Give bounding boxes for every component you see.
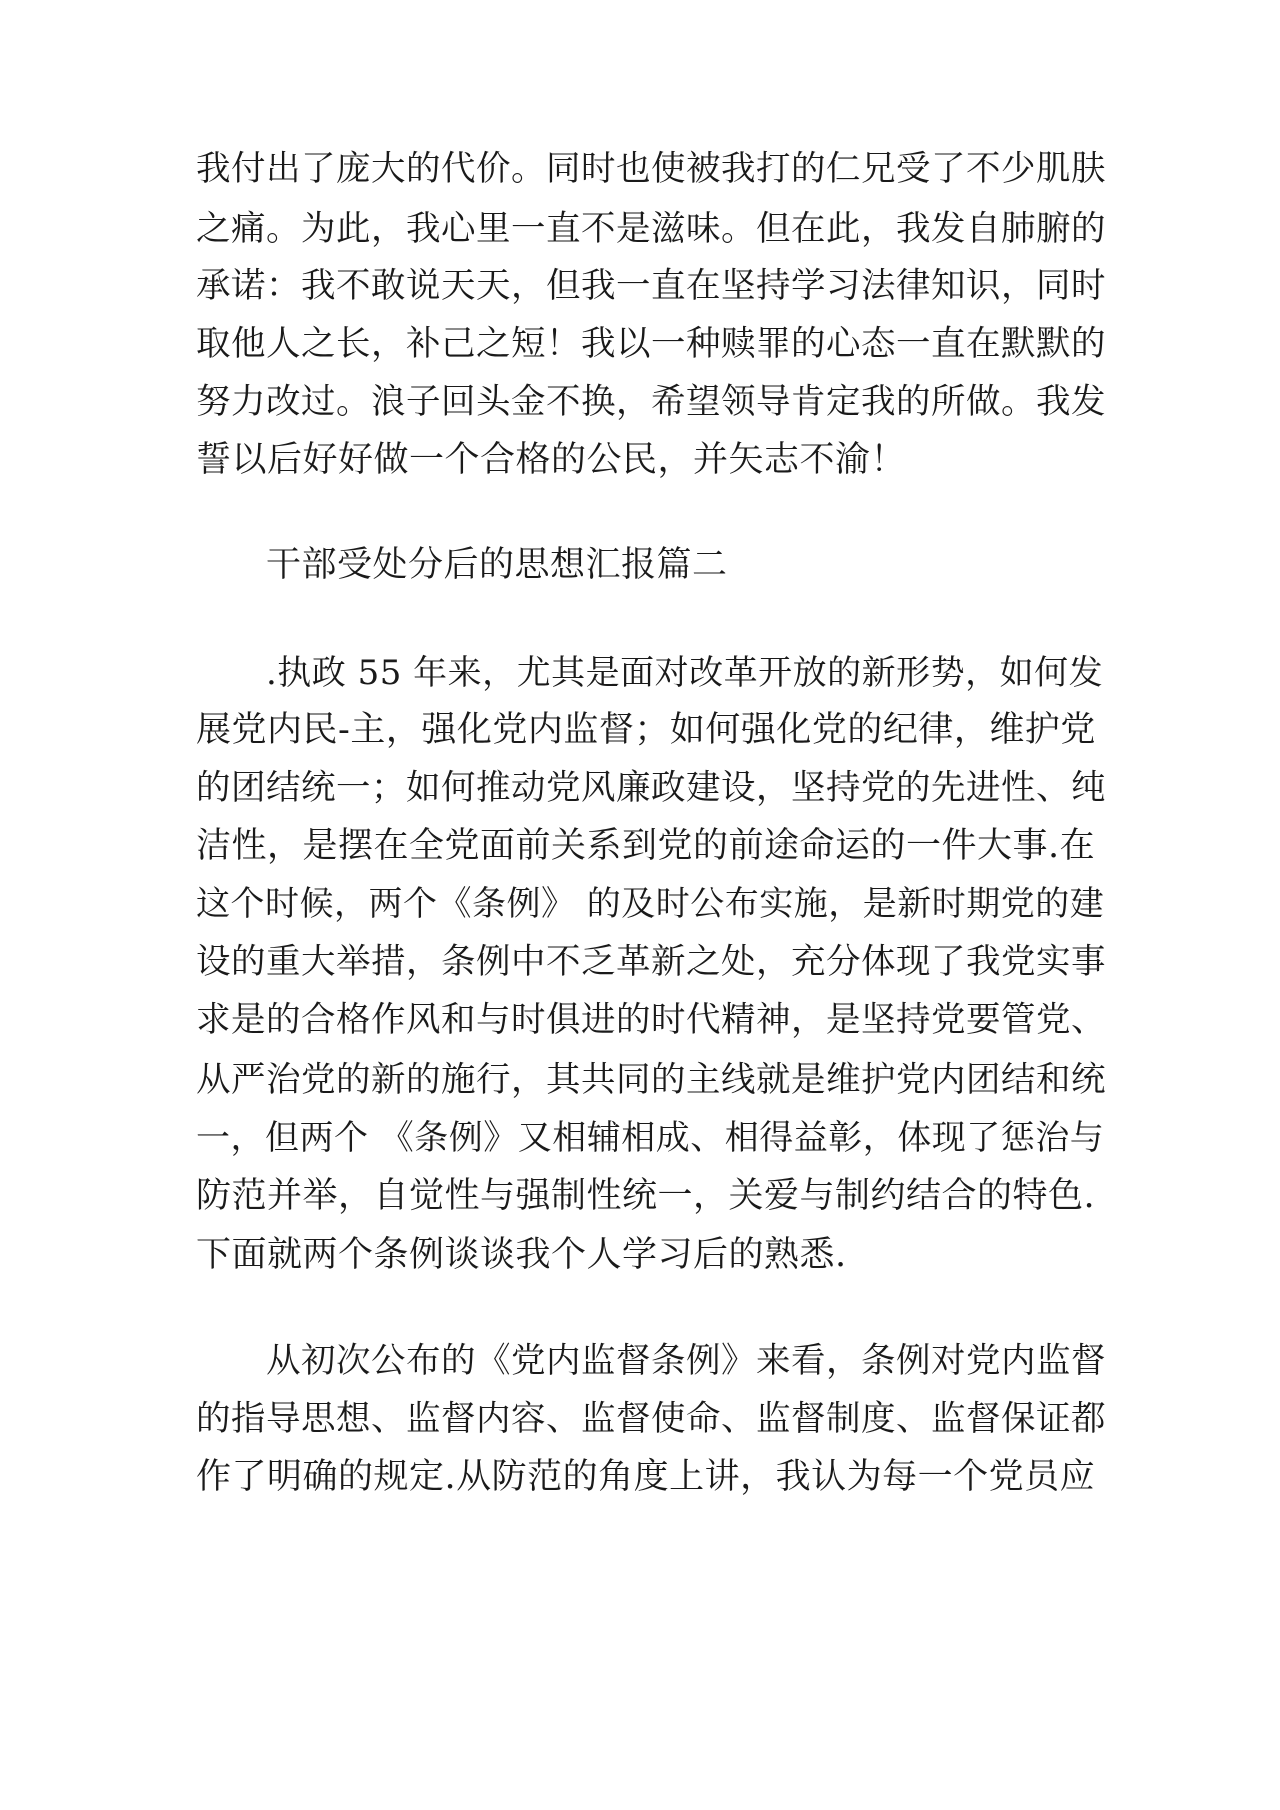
- paragraph-1-line-1: 我付出了庞大的代价。同时也使被我打的仁兄受了不少肌肤: [196, 149, 1106, 189]
- paragraph-1-line-6: 誓以后好好做一个合格的公民，并矢志不渝！: [196, 440, 907, 480]
- paragraph-2-line-11: 下面就两个条例谈谈我个人学习后的熟悉.: [196, 1235, 847, 1275]
- paragraph-3-line-1: 从初次公布的《党内监督条例》来看，条例对党内监督: [266, 1341, 1106, 1381]
- paragraph-2-line-6: 设的重大举措，条例中不乏革新之处，充分体现了我党实事: [196, 942, 1106, 982]
- paragraph-2-line-4: 洁性，是摆在全党面前关系到党的前途命运的一件大事.在: [196, 826, 1096, 866]
- paragraph-2-line-9: 一，但两个 《条例》又相辅相成、相得益彰，体现了惩治与: [196, 1118, 1105, 1158]
- paragraph-2-line-7: 求是的合格作风和与时俱进的时代精神，是坚持党要管党、: [196, 1000, 1106, 1040]
- section-heading: 干部受处分后的思想汇报篇二: [266, 545, 728, 585]
- paragraph-2-line-2: 展党内民-主，强化党内监督；如何强化党的纪律，维护党: [196, 710, 1096, 750]
- paragraph-1-line-3: 承诺：我不敢说天天，但我一直在坚持学习法律知识，同时: [196, 266, 1106, 306]
- paragraph-1-line-5: 努力改过。浪子回头金不换，希望领导肯定我的所做。我发: [196, 382, 1106, 422]
- paragraph-2-line-3: 的团结统一；如何推动党风廉政建设，坚持党的先进性、纯: [196, 768, 1106, 808]
- paragraph-3-line-3: 作了明确的规定.从防范的角度上讲，我认为每一个党员应: [196, 1457, 1096, 1497]
- paragraph-3-line-2: 的指导思想、监督内容、监督使命、监督制度、监督保证都: [196, 1399, 1106, 1439]
- paragraph-2-line-1: .执政 55 年来，尤其是面对改革开放的新形势，如何发: [266, 653, 1104, 693]
- paragraph-2-line-8: 从严治党的新的施行，其共同的主线就是维护党内团结和统: [196, 1060, 1106, 1100]
- paragraph-2-line-5: 这个时候，两个《条例》 的及时公布实施，是新时期党的建: [196, 884, 1105, 924]
- paragraph-1-line-2: 之痛。为此，我心里一直不是滋味。但在此，我发自肺腑的: [196, 209, 1106, 249]
- paragraph-1-line-4: 取他人之长，补己之短！我以一种赎罪的心态一直在默默的: [196, 324, 1106, 364]
- paragraph-2-line-10: 防范并举，自觉性与强制性统一，关爱与制约结合的特色.: [196, 1176, 1096, 1216]
